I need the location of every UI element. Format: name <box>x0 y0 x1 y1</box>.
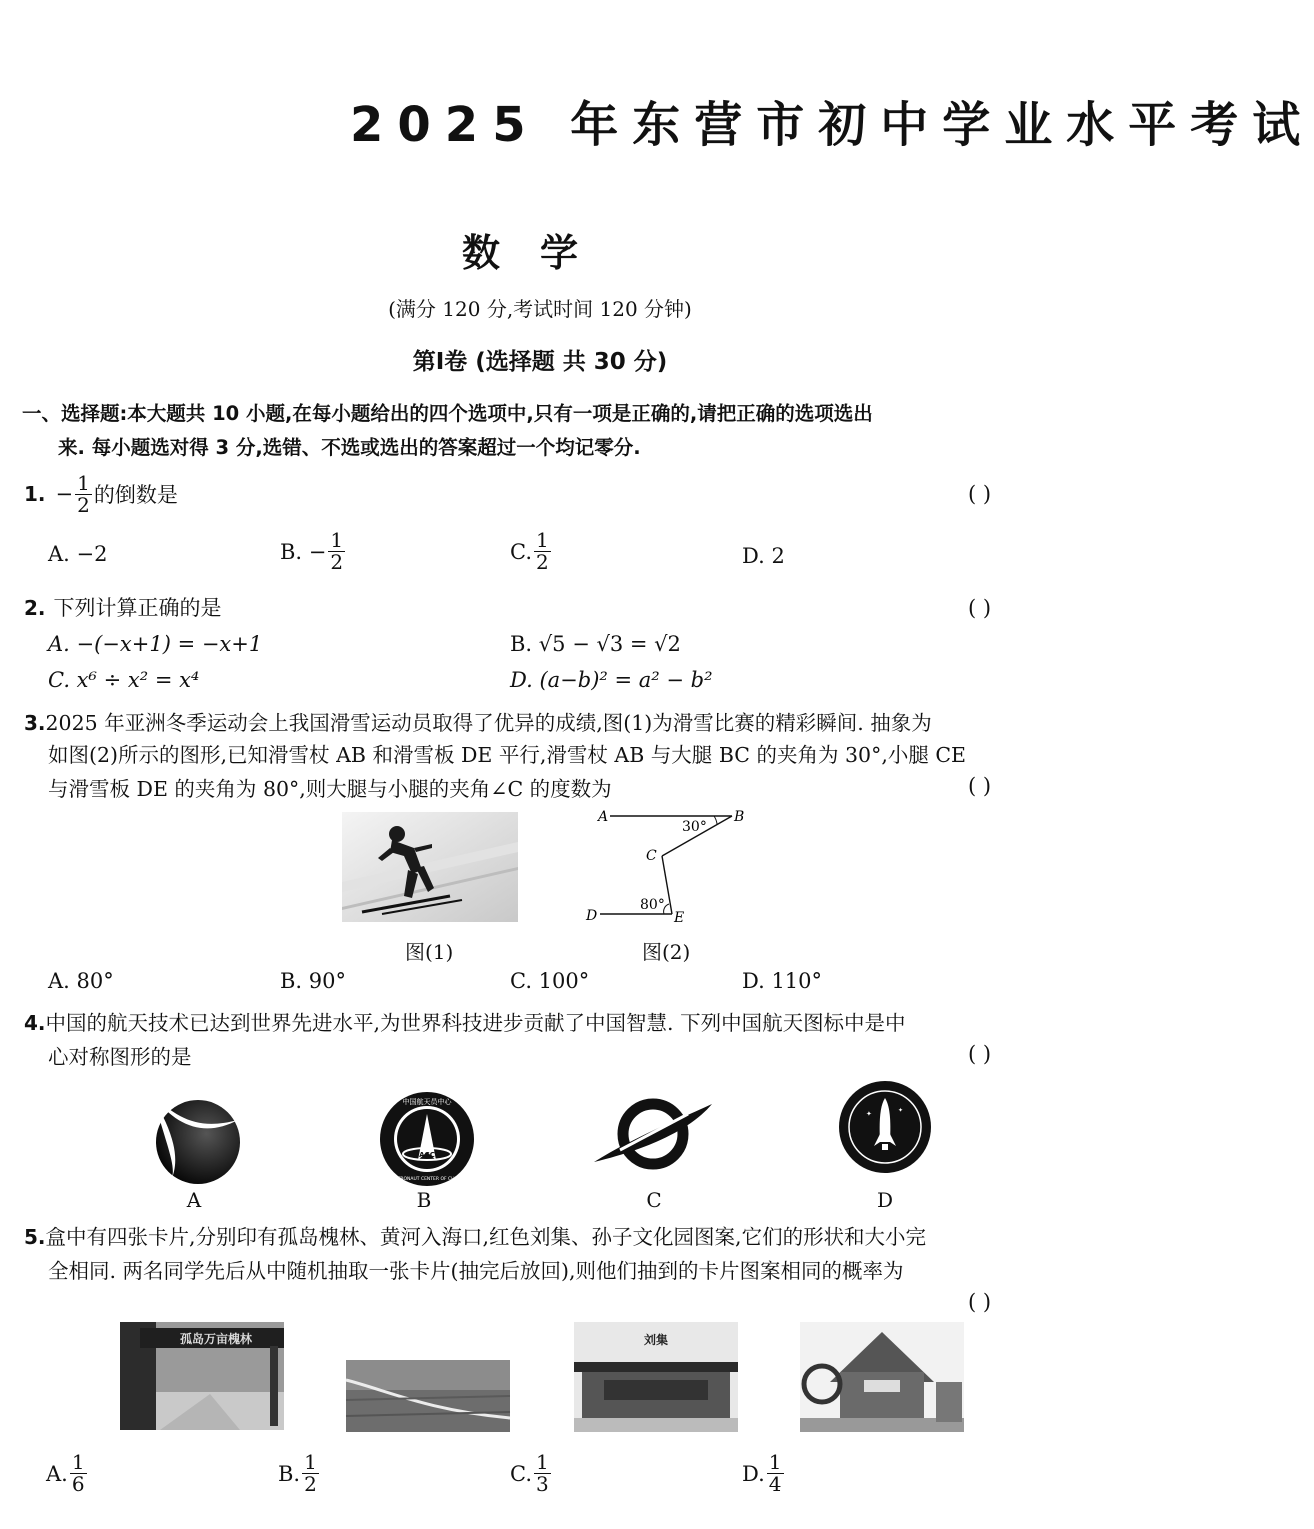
figure-2-caption: 图(2) <box>642 940 691 964</box>
label-b: B <box>734 809 745 825</box>
question-3-line-2: 如图(2)所示的图形,已知滑雪杖 AB 和滑雪板 DE 平行,滑雪杖 AB 与大腿 BC 的夹角为 30°,小腿 CE <box>48 743 967 767</box>
geometry-diagram <box>580 804 750 932</box>
logo-a-label: A <box>186 1188 202 1212</box>
svg-text:中国航天员中心: 中国航天员中心 <box>402 1098 452 1106</box>
angle-80-label: 80° <box>640 897 665 913</box>
question-5-line-2: 全相同. 两名同学先后从中随机抽取一张卡片(抽完后放回),则他们抽到的卡片图案相同的概率为 <box>48 1259 904 1283</box>
exam-note: (满分 120 分,考试时间 120 分钟) <box>388 297 692 321</box>
q2-option-b: B. √5 − √3 = √2 <box>510 632 681 656</box>
question-5-line-1: 5.盒中有四张卡片,分别印有孤岛槐林、黄河入海口,红色刘集、孙子文化园图案,它们的形状和大小完 <box>24 1225 927 1249</box>
q1-option-c: C. $\frac{1}{2}$ <box>510 528 549 574</box>
q1-option-b: B. − $\frac{1}{2}$ <box>280 528 344 574</box>
q3-option-d: D. 110° <box>742 969 823 993</box>
part-title: 第Ⅰ卷 (选择题 共 30 分) <box>412 349 668 375</box>
label-e: E <box>674 910 685 926</box>
photo-yellow-river-estuary <box>346 1360 510 1432</box>
answer-parentheses: ( ) <box>968 482 992 506</box>
label-a: A <box>598 809 609 825</box>
q3-option-a: A. 80° <box>48 969 114 993</box>
photo-red-liuji <box>574 1322 738 1432</box>
answer-parentheses: ( ) <box>968 774 992 798</box>
q2-option-a: A. −(−x+1) = −x+1 <box>48 632 263 656</box>
question-4-line-2: 心对称图形的是 <box>48 1045 192 1069</box>
question-1-stem <box>24 472 178 516</box>
question-4-line-1: 4.中国的航天技术已达到世界先进水平,为世界科技进步贡献了中国智慧. 下列中国航天图标中是中 <box>24 1011 906 1035</box>
subject-title: 数学 <box>461 230 618 275</box>
question-2-stem: 2. 下列计算正确的是 <box>24 596 222 620</box>
photo-sunzi-culture-park <box>800 1322 964 1432</box>
q2-option-d: D. (a−b)² = a² − b² <box>510 668 713 692</box>
svg-text:ASTRONAUT CENTER OF CHINA: ASTRONAUT CENTER OF CHINA <box>391 1177 463 1182</box>
figure-1-caption: 图(1) <box>405 940 454 964</box>
q5-option-b: B. $\frac{1}{2}$ <box>278 1450 317 1496</box>
answer-parentheses: ( ) <box>968 1290 992 1314</box>
svg-text:✦: ✦ <box>898 1107 904 1114</box>
svg-text:ACC: ACC <box>419 1151 435 1159</box>
q1-option-a: A. −2 <box>48 542 108 566</box>
section-line-2: 来. 每小题选对得 3 分,选错、不选或选出的答案超过一个均记零分. <box>58 436 641 459</box>
q5-option-c: C. $\frac{1}{3}$ <box>510 1450 549 1496</box>
angle-30-label: 30° <box>682 819 707 835</box>
logo-d-rocket <box>838 1080 932 1174</box>
logo-a-planet <box>148 1090 244 1186</box>
photo-gudao-locust-forest <box>120 1322 284 1430</box>
logo-c-label: C <box>646 1188 662 1212</box>
question-3-line-1: 3.2025 年亚洲冬季运动会上我国滑雪运动员取得了优异的成绩,图(1)为滑雪比赛的精彩瞬间. 抽象为 <box>24 711 932 735</box>
q5-option-d: D. $\frac{1}{4}$ <box>742 1450 782 1496</box>
minus-sign: − <box>55 482 74 506</box>
fraction: $\frac{1}{2}$ <box>77 470 90 517</box>
label-c: C <box>646 848 657 864</box>
svg-text:孤岛万亩槐林: 孤岛万亩槐林 <box>179 1332 253 1346</box>
question-3-line-3: 与滑雪板 DE 的夹角为 80°,则大腿与小腿的夹角∠C 的度数为 <box>48 777 612 801</box>
stem-text: 的倒数是 <box>93 483 178 507</box>
q3-option-c: C. 100° <box>510 969 590 993</box>
answer-parentheses: ( ) <box>968 1042 992 1066</box>
logo-d-label: D <box>876 1188 894 1212</box>
question-number: 1. <box>24 482 46 506</box>
skier-photo <box>342 812 518 922</box>
logo-b-astronaut-center <box>378 1090 476 1188</box>
logo-b-label: B <box>416 1188 432 1212</box>
section-line-1: 一、选择题:本大题共 10 小题,在每小题给出的四个选项中,只有一项是正确的,请把正确的选项选出 <box>22 402 873 425</box>
label-d: D <box>586 908 598 924</box>
svg-text:刘集: 刘集 <box>643 1333 669 1347</box>
q2-option-c: C. x⁶ ÷ x² = x⁴ <box>48 668 200 692</box>
svg-text:✦: ✦ <box>866 1110 872 1118</box>
q1-option-d: D. 2 <box>742 544 785 568</box>
logo-c-orbit <box>592 1098 714 1170</box>
exam-title: 2025 年东营市初中学业水平考试 <box>350 97 1314 153</box>
q5-option-a: A. $\frac{1}{6}$ <box>46 1450 85 1496</box>
exam-title-cropped <box>350 96 1314 153</box>
answer-parentheses: ( ) <box>968 596 992 620</box>
q3-option-b: B. 90° <box>280 969 347 993</box>
